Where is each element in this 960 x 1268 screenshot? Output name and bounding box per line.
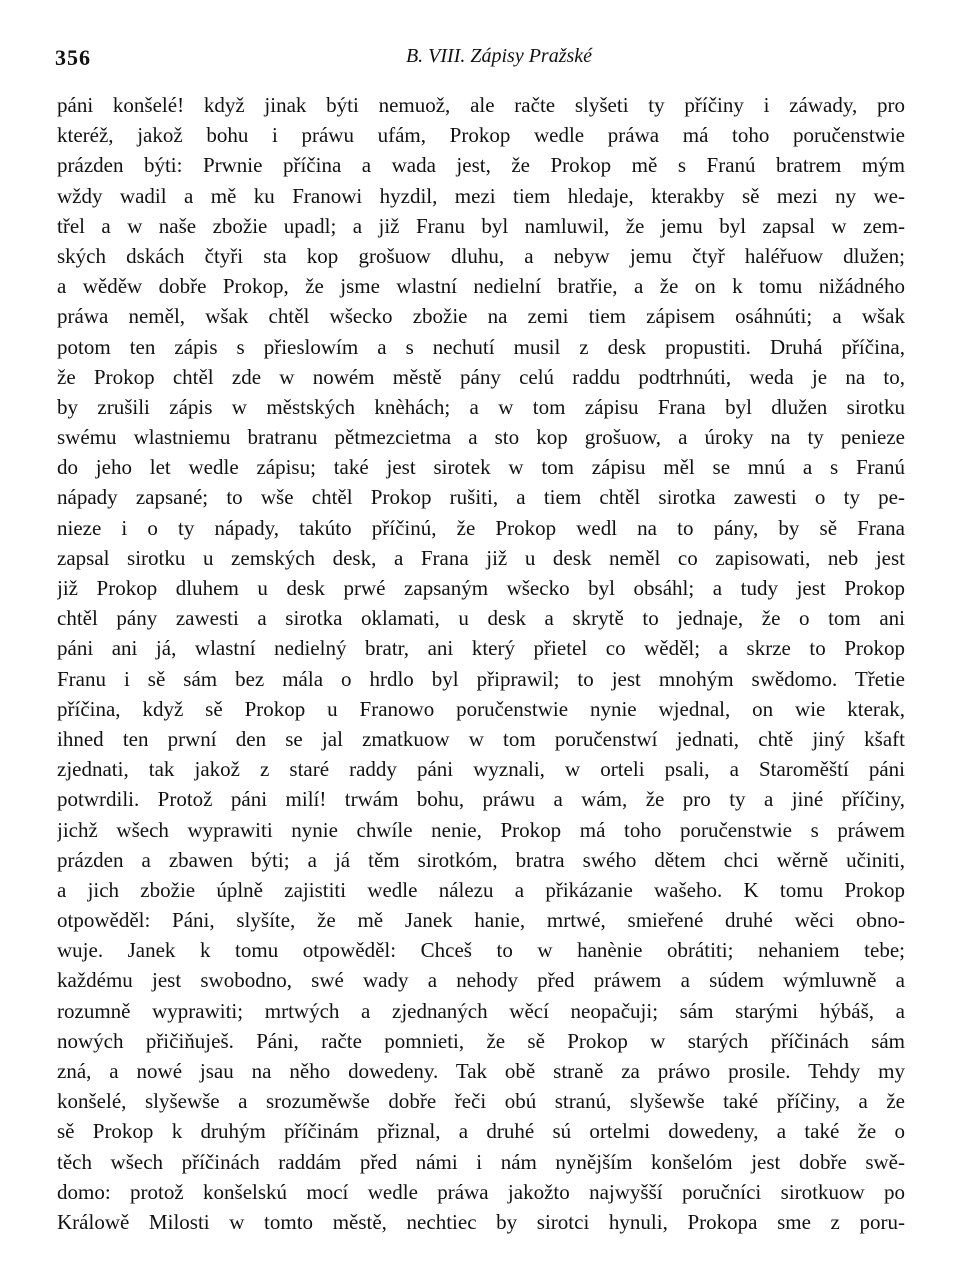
body-text (57, 90, 905, 1237)
text-line: chtěl pány zawesti a sirotka oklamati, u desk a skrytě to jednaje, že o tom ani (57, 606, 905, 631)
text-line: zjednati, tak jakož z staré raddy páni wyznali, w orteli psali, a Staroměští páni (57, 757, 905, 782)
page-header (55, 45, 903, 75)
text-line: každému jest swobodno, swé wady a nehody před práwem a súdem wýmluwně a (57, 968, 905, 993)
text-line: a wěděw dobře Prokop, že jsme wlastní nedielní bratřie, a že on k tomu nižádného (57, 274, 905, 299)
text-line: zná, a nowé jsau na něho dowedeny. Tak obě straně za práwo prosile. Tehdy my (57, 1059, 905, 1083)
running-title: B. VIII. Zápisy Pražské (405, 45, 593, 67)
text-line: rozumně wyprawiti; mrtwých a zjednaných wěcí neopačuji; sám starými hýbáš, a (57, 998, 905, 1023)
text-line: wuje. Janek k tomu otpowěděl: Chceš to w hanènie obrátiti; nehaniem tebe; (57, 938, 905, 963)
text-line: třel a w naše zbožie upadl; a již Franu byl namluwil, že jemu byl zapsal w zem- (57, 213, 905, 238)
text-line: konšelé, slyšewše a srozuměwše dobře řeči obú stranú, slyšewše také příčiny, a že (57, 1089, 905, 1114)
text-line: že Prokop chtěl zde w nowém městě pány celú raddu podtrhnúti, weda je na to, (57, 364, 905, 389)
text-line: nieze i o ty nápady, takúto příčinú, že Prokop wedl na to pány, by sě Frana (57, 515, 905, 540)
text-line: páni ani já, wlastní nedielný bratr, ani který přietel co wěděl; a skrze to Prokop (57, 636, 905, 661)
text-line: nápady zapsané; to wše chtěl Prokop rušiti, a tiem chtěl sirotka zawesti o ty pe- (57, 485, 905, 510)
text-line: Králowě Milosti w tomto městě, nechtiec by sirotci hynuli, Prokopa sme z poru- (57, 1209, 905, 1234)
page-number: 356 (55, 45, 91, 70)
text-line: prázden a zbawen býti; a já těm sirotkóm, bratra swého dětem chci wěrně učiniti, (57, 847, 905, 872)
text-line: potwrdili. Protož páni milí! trwám bohu, práwu a wám, že pro ty a jiné příčiny, (57, 787, 905, 812)
text-line: příčina, když sě Prokop u Franowo poručenstwie nynie wjednal, on wie kterak, (57, 696, 905, 721)
text-line: otpowěděl: Páni, slyšíte, že mě Janek hanie, mrtwé, smieřené druhé wěci obno- (57, 908, 905, 933)
text-line: domo: protož konšelskú mocí wedle práwa jakožto najwyšší poručníci sirotkuow po (57, 1179, 905, 1204)
text-line: již Prokop dluhem u desk prwé zapsaným wšecko byl obsáhl; a tudy jest Prokop (57, 576, 905, 600)
text-line: a jich zbožie úplně zajistiti wedle nálezu a přikázanie wašeho. K tomu Prokop (57, 877, 905, 902)
text-line: wždy wadil a mě ku Franowi hyzdil, mezi tiem hledaje, kterakby sě mezi ny we- (57, 183, 905, 208)
text-line: swému wlastniemu bratranu pětmezcietma a sto kop grošuow, a úroky na ty penieze (57, 425, 905, 450)
text-line: prázden býti: Prwnie příčina a wada jest, že Prokop mě s Franú bratrem mým (57, 153, 905, 178)
text-line: zapsal sirotku u zemských desk, a Frana již u desk neměl co zapisowati, neb jest (57, 545, 905, 570)
text-line: kteréž, jakož bohu i práwu ufám, Prokop wedle práwa má toho poručenstwie (57, 123, 905, 148)
text-line: práwa neměl, wšak chtěl wšecko zbožie na zemi tiem zápisem osáhnúti; a wšak (57, 304, 905, 329)
text-line: nowých přičiňuješ. Páni, račte pomnieti, že sě Prokop w starých příčinách sám (57, 1028, 905, 1053)
text-line: sě Prokop k druhým příčinám přiznal, a druhé sú ortelmi dowedeny, a také že o (57, 1119, 905, 1144)
text-line: by zrušili zápis w městských knèhách; a w tom zápisu Frana byl dlužen sirotku (57, 394, 905, 419)
text-line: těch wšech příčinách raddám před námi i nám nynějším konšelóm jest dobře swě- (57, 1149, 905, 1174)
text-line: páni konšelé! když jinak býti nemuož, ale račte slyšeti ty příčiny i záwady, pro (57, 93, 905, 117)
text-line: jichž wšech wyprawiti nynie chwíle nenie, Prokop má toho poručenstwie s práwem (57, 817, 905, 842)
text-line: ihned ten prwní den se jal zmatkuow w tom poručenstwí jednati, chtě jiný kšaft (57, 726, 905, 751)
text-line: potom ten zápis s přieslowím a s nechutí musil z desk propustiti. Druhá příčina, (57, 334, 905, 359)
text-line: do jeho let wedle zápisu; také jest sirotek w tom zápisu měl se mnú a s Franú (57, 455, 905, 480)
text-line: Franu i sě sám bez mála o hrdlo byl připrawil; to jest mnohým swědomo. Třetie (57, 666, 905, 691)
text-line: ských dskách čtyři sta kop grošuow dluhu, a nebyw jemu čtyř haléřuow dlužen; (57, 243, 905, 268)
